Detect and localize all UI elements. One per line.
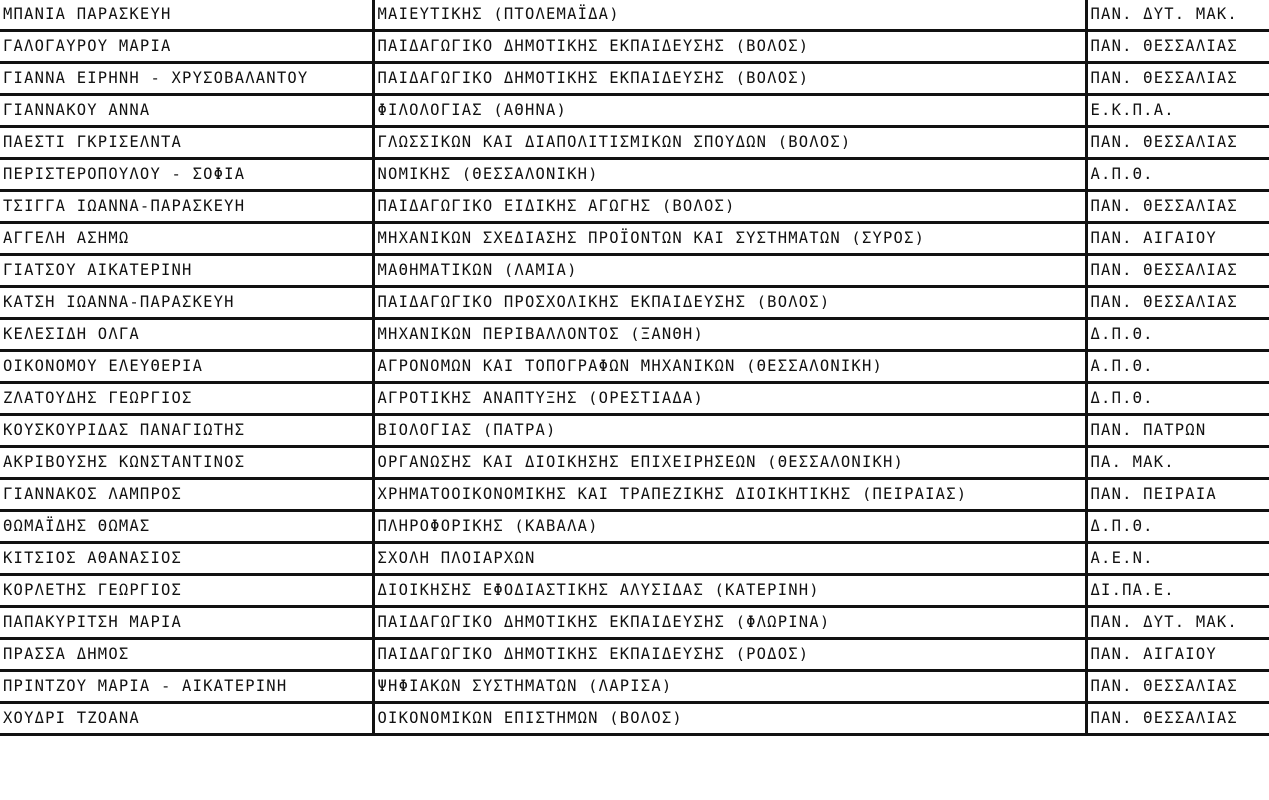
department-cell: ΜΑΙΕΥΤΙΚΗΣ (ΠΤΟΛΕΜΑΪΔΑ) xyxy=(373,0,1086,31)
student-name-cell: ΠΡΑΣΣΑ ΔΗΜΟΣ xyxy=(0,639,373,671)
student-name-cell: ΠΕΡΙΣΤΕΡΟΠΟΥΛΟΥ - ΣΟΦΙΑ xyxy=(0,159,373,191)
table-row xyxy=(0,351,1269,383)
student-name-cell: ΧΟΥΔΡΙ ΤΖΟΑΝΑ xyxy=(0,703,373,735)
student-name-cell: ΓΙΑΝΝΑ ΕΙΡΗΝΗ - ΧΡΥΣΟΒΑΛΑΝΤΟΥ xyxy=(0,63,373,95)
department-cell: ΟΙΚΟΝΟΜΙΚΩΝ ΕΠΙΣΤΗΜΩΝ (ΒΟΛΟΣ) xyxy=(373,703,1086,735)
student-name-cell: ΠΡΙΝΤΖΟΥ ΜΑΡΙΑ - ΑΙΚΑΤΕΡΙΝΗ xyxy=(0,671,373,703)
table-row xyxy=(0,639,1269,671)
university-cell: Δ.Π.Θ. xyxy=(1086,319,1269,351)
department-cell: ΑΓΡΟΝΟΜΩΝ ΚΑΙ ΤΟΠΟΓΡΑΦΩΝ ΜΗΧΑΝΙΚΩΝ (ΘΕΣΣΑΛΟΝΙΚΗ) xyxy=(373,351,1086,383)
table-row xyxy=(0,0,1269,31)
department-cell: ΠΑΙΔΑΓΩΓΙΚΟ ΠΡΟΣΧΟΛΙΚΗΣ ΕΚΠΑΙΔΕΥΣΗΣ (ΒΟΛΟΣ) xyxy=(373,287,1086,319)
table-row xyxy=(0,319,1269,351)
department-cell: ΦΙΛΟΛΟΓΙΑΣ (ΑΘΗΝΑ) xyxy=(373,95,1086,127)
table-row xyxy=(0,479,1269,511)
university-cell: ΠΑΝ. ΠΕΙΡΑΙΑ xyxy=(1086,479,1269,511)
student-name-cell: ΑΓΓΕΛΗ ΑΣΗΜΩ xyxy=(0,223,373,255)
student-name-cell: ΚΟΡΛΕΤΗΣ ΓΕΩΡΓΙΟΣ xyxy=(0,575,373,607)
university-cell: ΠΑΝ. ΘΕΣΣΑΛΙΑΣ xyxy=(1086,703,1269,735)
university-cell: Δ.Π.Θ. xyxy=(1086,511,1269,543)
table-row xyxy=(0,159,1269,191)
student-name-cell: ΘΩΜΑΪΔΗΣ ΘΩΜΑΣ xyxy=(0,511,373,543)
department-cell: ΠΑΙΔΑΓΩΓΙΚΟ ΔΗΜΟΤΙΚΗΣ ΕΚΠΑΙΔΕΥΣΗΣ (ΦΛΩΡΙΝΑ) xyxy=(373,607,1086,639)
department-cell: ΟΡΓΑΝΩΣΗΣ ΚΑΙ ΔΙΟΙΚΗΣΗΣ ΕΠΙΧΕΙΡΗΣΕΩΝ (ΘΕΣΣΑΛΟΝΙΚΗ) xyxy=(373,447,1086,479)
table-row xyxy=(0,191,1269,223)
department-cell: ΧΡΗΜΑΤΟΟΙΚΟΝΟΜΙΚΗΣ ΚΑΙ ΤΡΑΠΕΖΙΚΗΣ ΔΙΟΙΚΗΤΙΚΗΣ (ΠΕΙΡΑΙΑΣ) xyxy=(373,479,1086,511)
table-row xyxy=(0,287,1269,319)
table-row xyxy=(0,223,1269,255)
student-name-cell: ΑΚΡΙΒΟΥΣΗΣ ΚΩΝΣΤΑΝΤΙΝΟΣ xyxy=(0,447,373,479)
table-row xyxy=(0,671,1269,703)
department-cell: ΑΓΡΟΤΙΚΗΣ ΑΝΑΠΤΥΞΗΣ (ΟΡΕΣΤΙΑΔΑ) xyxy=(373,383,1086,415)
university-cell: Α.Π.Θ. xyxy=(1086,159,1269,191)
department-cell: ΠΛΗΡΟΦΟΡΙΚΗΣ (ΚΑΒΑΛΑ) xyxy=(373,511,1086,543)
department-cell: ΨΗΦΙΑΚΩΝ ΣΥΣΤΗΜΑΤΩΝ (ΛΑΡΙΣΑ) xyxy=(373,671,1086,703)
student-name-cell: ΤΣΙΓΓΑ ΙΩΑΝΝΑ-ΠΑΡΑΣΚΕΥΗ xyxy=(0,191,373,223)
student-name-cell: ΓΑΛΟΓΑΥΡΟΥ ΜΑΡΙΑ xyxy=(0,31,373,63)
university-cell: ΔΙ.ΠΑ.Ε. xyxy=(1086,575,1269,607)
university-cell: ΠΑΝ. ΔΥΤ. ΜΑΚ. xyxy=(1086,0,1269,31)
department-cell: ΠΑΙΔΑΓΩΓΙΚΟ ΔΗΜΟΤΙΚΗΣ ΕΚΠΑΙΔΕΥΣΗΣ (ΒΟΛΟΣ) xyxy=(373,31,1086,63)
table-row xyxy=(0,127,1269,159)
student-name-cell: ΚΟΥΣΚΟΥΡΙΔΑΣ ΠΑΝΑΓΙΩΤΗΣ xyxy=(0,415,373,447)
university-cell: ΠΑΝ. ΠΑΤΡΩΝ xyxy=(1086,415,1269,447)
table-row xyxy=(0,607,1269,639)
department-cell: ΜΑΘΗΜΑΤΙΚΩΝ (ΛΑΜΙΑ) xyxy=(373,255,1086,287)
university-cell: ΠΑΝ. ΘΕΣΣΑΛΙΑΣ xyxy=(1086,287,1269,319)
table-row xyxy=(0,63,1269,95)
table-row xyxy=(0,543,1269,575)
student-name-cell: ΓΙΑΤΣΟΥ ΑΙΚΑΤΕΡΙΝΗ xyxy=(0,255,373,287)
university-cell: ΠΑΝ. ΘΕΣΣΑΛΙΑΣ xyxy=(1086,671,1269,703)
department-cell: ΠΑΙΔΑΓΩΓΙΚΟ ΕΙΔΙΚΗΣ ΑΓΩΓΗΣ (ΒΟΛΟΣ) xyxy=(373,191,1086,223)
department-cell: ΠΑΙΔΑΓΩΓΙΚΟ ΔΗΜΟΤΙΚΗΣ ΕΚΠΑΙΔΕΥΣΗΣ (ΒΟΛΟΣ) xyxy=(373,63,1086,95)
table-row xyxy=(0,511,1269,543)
department-cell: ΜΗΧΑΝΙΚΩΝ ΣΧΕΔΙΑΣΗΣ ΠΡΟΪΟΝΤΩΝ ΚΑΙ ΣΥΣΤΗΜΑΤΩΝ (ΣΥΡΟΣ) xyxy=(373,223,1086,255)
table-row xyxy=(0,447,1269,479)
university-cell: ΠΑΝ. ΘΕΣΣΑΛΙΑΣ xyxy=(1086,255,1269,287)
department-cell: ΝΟΜΙΚΗΣ (ΘΕΣΣΑΛΟΝΙΚΗ) xyxy=(373,159,1086,191)
student-name-cell: ΖΛΑΤΟΥΔΗΣ ΓΕΩΡΓΙΟΣ xyxy=(0,383,373,415)
student-name-cell: ΚΑΤΣΗ ΙΩΑΝΝΑ-ΠΑΡΑΣΚΕΥΗ xyxy=(0,287,373,319)
university-cell: ΠΑΝ. ΘΕΣΣΑΛΙΑΣ xyxy=(1086,31,1269,63)
table-row xyxy=(0,703,1269,735)
student-name-cell: ΠΑΠΑΚΥΡΙΤΣΗ ΜΑΡΙΑ xyxy=(0,607,373,639)
table-row xyxy=(0,255,1269,287)
university-cell: ΠΑΝ. ΘΕΣΣΑΛΙΑΣ xyxy=(1086,63,1269,95)
student-name-cell: ΚΕΛΕΣΙΔΗ ΟΛΓΑ xyxy=(0,319,373,351)
table-row xyxy=(0,95,1269,127)
student-name-cell: ΜΠΑΝΙΑ ΠΑΡΑΣΚΕΥΗ xyxy=(0,0,373,31)
department-cell: ΔΙΟΙΚΗΣΗΣ ΕΦΟΔΙΑΣΤΙΚΗΣ ΑΛΥΣΙΔΑΣ (ΚΑΤΕΡΙΝΗ) xyxy=(373,575,1086,607)
university-cell: ΠΑ. ΜΑΚ. xyxy=(1086,447,1269,479)
department-cell: ΓΛΩΣΣΙΚΩΝ ΚΑΙ ΔΙΑΠΟΛΙΤΙΣΜΙΚΩΝ ΣΠΟΥΔΩΝ (ΒΟΛΟΣ) xyxy=(373,127,1086,159)
department-cell: ΜΗΧΑΝΙΚΩΝ ΠΕΡΙΒΑΛΛΟΝΤΟΣ (ΞΑΝΘΗ) xyxy=(373,319,1086,351)
university-cell: ΠΑΝ. ΑΙΓΑΙΟΥ xyxy=(1086,223,1269,255)
department-cell: ΣΧΟΛΗ ΠΛΟΙΑΡΧΩΝ xyxy=(373,543,1086,575)
table-row xyxy=(0,383,1269,415)
university-cell: ΠΑΝ. ΘΕΣΣΑΛΙΑΣ xyxy=(1086,191,1269,223)
university-cell: Δ.Π.Θ. xyxy=(1086,383,1269,415)
student-name-cell: ΟΙΚΟΝΟΜΟΥ ΕΛΕΥΘΕΡΙΑ xyxy=(0,351,373,383)
table-row xyxy=(0,31,1269,63)
university-cell: Ε.Κ.Π.Α. xyxy=(1086,95,1269,127)
student-name-cell: ΓΙΑΝΝΑΚΟΣ ΛΑΜΠΡΟΣ xyxy=(0,479,373,511)
university-cell: Α.Π.Θ. xyxy=(1086,351,1269,383)
student-name-cell: ΓΙΑΝΝΑΚΟΥ ΑΝΝΑ xyxy=(0,95,373,127)
university-cell: ΠΑΝ. ΘΕΣΣΑΛΙΑΣ xyxy=(1086,127,1269,159)
university-cell: Α.Ε.Ν. xyxy=(1086,543,1269,575)
student-name-cell: ΠΑΕΣΤΙ ΓΚΡΙΣΕΛΝΤΑ xyxy=(0,127,373,159)
table-row xyxy=(0,415,1269,447)
department-cell: ΠΑΙΔΑΓΩΓΙΚΟ ΔΗΜΟΤΙΚΗΣ ΕΚΠΑΙΔΕΥΣΗΣ (ΡΟΔΟΣ) xyxy=(373,639,1086,671)
university-cell: ΠΑΝ. ΑΙΓΑΙΟΥ xyxy=(1086,639,1269,671)
table-row xyxy=(0,575,1269,607)
department-cell: ΒΙΟΛΟΓΙΑΣ (ΠΑΤΡΑ) xyxy=(373,415,1086,447)
university-cell: ΠΑΝ. ΔΥΤ. ΜΑΚ. xyxy=(1086,607,1269,639)
student-name-cell: ΚΙΤΣΙΟΣ ΑΘΑΝΑΣΙΟΣ xyxy=(0,543,373,575)
